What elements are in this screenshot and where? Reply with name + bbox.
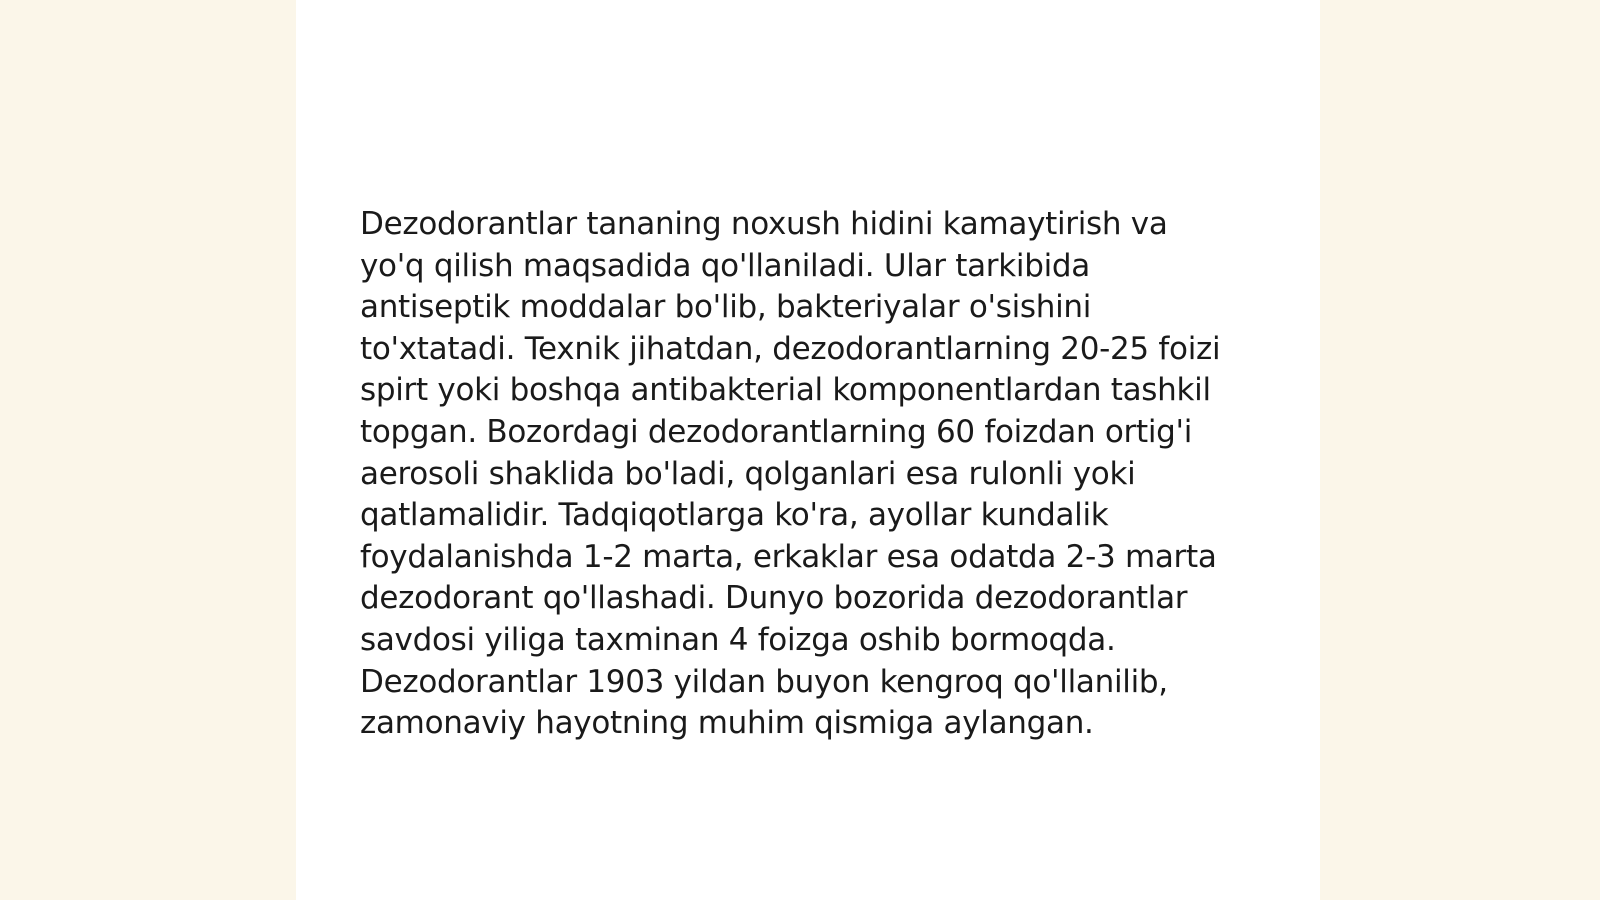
document-page [296,0,1320,900]
body-paragraph: Dezodorantlar tananing noxush hidini kamaytirish va yo'q qilish maqsadida qo'llaniladi. Ular tarkibida antiseptik moddalar bo'lib, bakteriyalar o'sishini to'xtatadi. Texnik jihatdan, dezodorantlarning 20-25 foizi spirt yoki boshqa antibakterial komponentlardan tashkil topgan. Bozordagi dezodorantlarning 60 foizdan ortig'i aerosoli shaklida bo'ladi, qolganlari esa rulonli yoki qatlamalidir. Tadqiqotlarga ko'ra, ayollar kundalik foydalanishda 1-2 marta, erkaklar esa odatda 2-3 marta dezodorant qo'llashadi. Dunyo bozorida dezodorantlar savdosi yiliga taxminan 4 foizga oshib bormoqda. Dezodorantlar 1903 yildan buyon kengroq qo'llanilib, zamonaviy hayotning muhim qismiga aylangan. [360,206,1221,742]
